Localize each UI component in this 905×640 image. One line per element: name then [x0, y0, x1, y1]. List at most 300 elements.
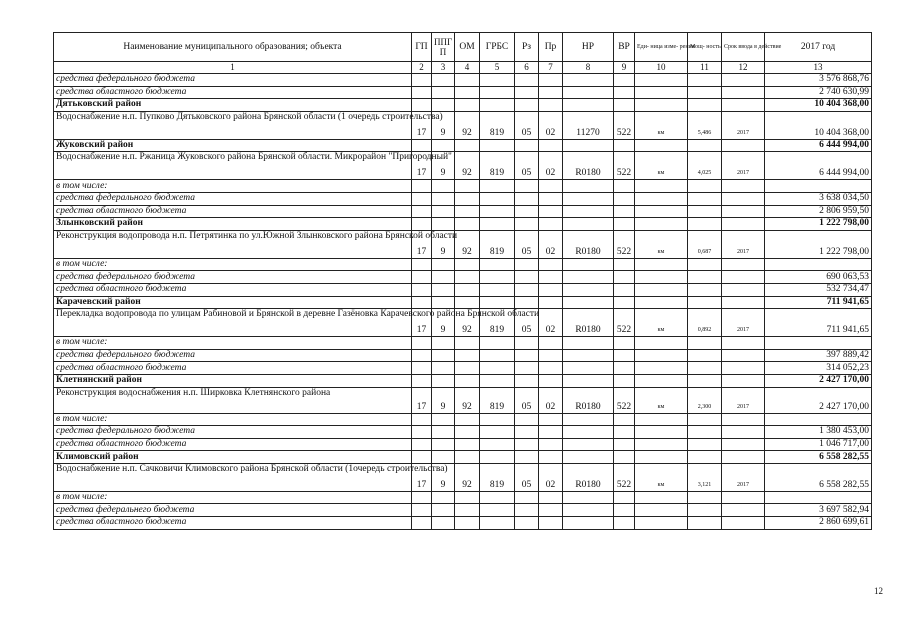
empty-cell	[515, 74, 539, 87]
empty-cell	[614, 491, 635, 504]
empty-cell	[515, 296, 539, 309]
empty-cell	[455, 86, 480, 99]
cell-gp: 17	[412, 309, 432, 337]
empty-cell	[480, 349, 515, 362]
district-row	[54, 218, 872, 231]
header-power: Мощ- ность	[688, 33, 722, 62]
empty-cell	[688, 451, 722, 464]
empty-cell	[614, 374, 635, 387]
funding-source-label: в том числе:	[54, 491, 412, 504]
funding-row	[54, 413, 872, 426]
empty-cell	[635, 205, 688, 218]
cell-grbs: 819	[480, 387, 515, 413]
header-grbs: ГРБС	[480, 33, 515, 62]
column-number: 10	[635, 62, 688, 74]
empty-cell	[432, 374, 455, 387]
column-number: 7	[539, 62, 563, 74]
empty-cell	[563, 258, 614, 271]
empty-cell	[515, 413, 539, 426]
cell-rz: 05	[515, 387, 539, 413]
empty-cell	[455, 362, 480, 375]
empty-cell	[614, 271, 635, 284]
column-number: 9	[614, 62, 635, 74]
empty-cell	[539, 139, 563, 152]
empty-cell	[539, 349, 563, 362]
empty-cell	[688, 283, 722, 296]
cell-grbs: 819	[480, 152, 515, 180]
empty-cell	[614, 99, 635, 112]
empty-cell	[515, 451, 539, 464]
cell-term: 2017	[722, 463, 765, 491]
cell-term: 2017	[722, 309, 765, 337]
empty-cell	[515, 205, 539, 218]
empty-cell	[515, 218, 539, 231]
empty-cell	[412, 504, 432, 517]
empty-cell	[614, 451, 635, 464]
empty-cell	[412, 218, 432, 231]
empty-cell	[432, 296, 455, 309]
cell-term: 2017	[722, 111, 765, 139]
cell-nr: 11270	[563, 111, 614, 139]
empty-cell	[539, 180, 563, 193]
cell-ppgp: 9	[432, 309, 455, 337]
empty-cell	[480, 451, 515, 464]
empty-cell	[614, 413, 635, 426]
funding-source-label: средства областного бюджета	[54, 362, 412, 375]
empty-cell	[480, 374, 515, 387]
object-name: Реконструкция водопровода н.п. Петрятинка по ул.Южной Злынковского района Брянской области	[54, 230, 412, 258]
empty-cell	[563, 413, 614, 426]
empty-cell	[563, 99, 614, 112]
table-body	[54, 74, 872, 530]
empty-cell	[563, 374, 614, 387]
empty-cell	[455, 258, 480, 271]
empty-cell	[432, 426, 455, 439]
header-nr: НР	[563, 33, 614, 62]
empty-cell	[455, 517, 480, 530]
empty-cell	[614, 296, 635, 309]
cell-amount-2017	[765, 413, 872, 426]
empty-cell	[614, 258, 635, 271]
empty-cell	[432, 180, 455, 193]
empty-cell	[455, 205, 480, 218]
empty-cell	[412, 517, 432, 530]
empty-cell	[539, 426, 563, 439]
funding-row	[54, 258, 872, 271]
cell-amount-2017: 1 380 453,00	[765, 426, 872, 439]
empty-cell	[455, 99, 480, 112]
empty-cell	[635, 349, 688, 362]
empty-cell	[635, 258, 688, 271]
empty-cell	[412, 426, 432, 439]
empty-cell	[688, 362, 722, 375]
cell-nr: R0180	[563, 387, 614, 413]
funding-row	[54, 192, 872, 205]
empty-cell	[614, 180, 635, 193]
cell-om: 92	[455, 309, 480, 337]
empty-cell	[432, 517, 455, 530]
empty-cell	[539, 99, 563, 112]
empty-cell	[722, 180, 765, 193]
empty-cell	[688, 205, 722, 218]
cell-term: 2017	[722, 230, 765, 258]
empty-cell	[722, 349, 765, 362]
object-row	[54, 111, 872, 139]
empty-cell	[412, 180, 432, 193]
empty-cell	[539, 192, 563, 205]
empty-cell	[563, 74, 614, 87]
empty-cell	[432, 205, 455, 218]
empty-cell	[688, 337, 722, 350]
funding-source-label: в том числе:	[54, 337, 412, 350]
empty-cell	[455, 180, 480, 193]
empty-cell	[432, 86, 455, 99]
cell-grbs: 819	[480, 111, 515, 139]
empty-cell	[688, 491, 722, 504]
funding-source-label: средства областного бюджета	[54, 86, 412, 99]
empty-cell	[515, 438, 539, 451]
object-row	[54, 230, 872, 258]
empty-cell	[432, 504, 455, 517]
cell-pr: 02	[539, 463, 563, 491]
header-term: Срок ввода в действие	[722, 33, 765, 62]
empty-cell	[563, 192, 614, 205]
cell-amount-2017: 6 558 282,55	[765, 463, 872, 491]
cell-unit: км	[635, 387, 688, 413]
empty-cell	[412, 86, 432, 99]
empty-cell	[635, 296, 688, 309]
empty-cell	[515, 337, 539, 350]
empty-cell	[412, 74, 432, 87]
empty-cell	[688, 296, 722, 309]
empty-cell	[432, 349, 455, 362]
cell-amount-2017: 3 697 582,94	[765, 504, 872, 517]
empty-cell	[480, 271, 515, 284]
cell-rz: 05	[515, 230, 539, 258]
cell-rz: 05	[515, 152, 539, 180]
cell-term: 2017	[722, 152, 765, 180]
empty-cell	[614, 504, 635, 517]
empty-cell	[563, 349, 614, 362]
empty-cell	[515, 271, 539, 284]
cell-power: 0,687	[688, 230, 722, 258]
empty-cell	[635, 413, 688, 426]
empty-cell	[688, 258, 722, 271]
empty-cell	[635, 192, 688, 205]
funding-row	[54, 426, 872, 439]
empty-cell	[480, 205, 515, 218]
funding-row	[54, 271, 872, 284]
funding-source-label: средства федерального бюджета	[54, 74, 412, 87]
empty-cell	[412, 271, 432, 284]
empty-cell	[455, 349, 480, 362]
empty-cell	[614, 438, 635, 451]
empty-cell	[455, 426, 480, 439]
empty-cell	[432, 413, 455, 426]
cell-grbs: 819	[480, 309, 515, 337]
empty-cell	[412, 258, 432, 271]
funding-row	[54, 438, 872, 451]
cell-power: 3,121	[688, 463, 722, 491]
empty-cell	[563, 517, 614, 530]
cell-pr: 02	[539, 309, 563, 337]
cell-amount-2017: 2 860 699,61	[765, 517, 872, 530]
empty-cell	[432, 362, 455, 375]
empty-cell	[614, 218, 635, 231]
empty-cell	[688, 180, 722, 193]
empty-cell	[515, 491, 539, 504]
empty-cell	[635, 283, 688, 296]
empty-cell	[455, 491, 480, 504]
cell-amount-2017	[765, 491, 872, 504]
cell-amount-2017: 10 404 368,00	[765, 111, 872, 139]
cell-om: 92	[455, 152, 480, 180]
cell-gp: 17	[412, 152, 432, 180]
empty-cell	[722, 86, 765, 99]
cell-amount-2017	[765, 258, 872, 271]
empty-cell	[412, 296, 432, 309]
object-name: Водоснабжение н.п. Сачковичи Климовского района Брянской области (1очередь строительства)	[54, 463, 412, 491]
empty-cell	[539, 205, 563, 218]
empty-cell	[539, 491, 563, 504]
empty-cell	[563, 504, 614, 517]
empty-cell	[432, 218, 455, 231]
funding-source-label: средства областного бюджета	[54, 517, 412, 530]
funding-source-label: средства федеральнего бюджета	[54, 504, 412, 517]
empty-cell	[614, 139, 635, 152]
empty-cell	[432, 99, 455, 112]
header-gp: ГП	[412, 33, 432, 62]
column-number: 8	[563, 62, 614, 74]
funding-row	[54, 491, 872, 504]
funding-source-label: средства областного бюджета	[54, 205, 412, 218]
empty-cell	[432, 139, 455, 152]
header-rz: Рз	[515, 33, 539, 62]
empty-cell	[412, 337, 432, 350]
empty-cell	[455, 438, 480, 451]
district-row	[54, 451, 872, 464]
empty-cell	[688, 438, 722, 451]
funding-source-label: в том числе:	[54, 413, 412, 426]
cell-unit: км	[635, 309, 688, 337]
empty-cell	[635, 180, 688, 193]
empty-cell	[432, 192, 455, 205]
cell-pr: 02	[539, 111, 563, 139]
empty-cell	[635, 451, 688, 464]
empty-cell	[563, 218, 614, 231]
empty-cell	[614, 283, 635, 296]
column-number: 6	[515, 62, 539, 74]
cell-amount-2017: 1 222 798,00	[765, 230, 872, 258]
empty-cell	[635, 139, 688, 152]
empty-cell	[563, 271, 614, 284]
empty-cell	[515, 86, 539, 99]
empty-cell	[480, 180, 515, 193]
cell-amount-2017: 711 941,65	[765, 296, 872, 309]
funding-row	[54, 517, 872, 530]
funding-row	[54, 337, 872, 350]
column-number: 1	[54, 62, 412, 74]
cell-rz: 05	[515, 111, 539, 139]
empty-cell	[412, 349, 432, 362]
empty-cell	[635, 271, 688, 284]
cell-amount-2017: 2 427 170,00	[765, 387, 872, 413]
empty-cell	[614, 349, 635, 362]
empty-cell	[515, 349, 539, 362]
cell-grbs: 819	[480, 463, 515, 491]
empty-cell	[614, 426, 635, 439]
empty-cell	[515, 283, 539, 296]
empty-cell	[480, 337, 515, 350]
column-number: 12	[722, 62, 765, 74]
column-number: 5	[480, 62, 515, 74]
empty-cell	[480, 491, 515, 504]
district-row	[54, 296, 872, 309]
cell-amount-2017: 3 638 034,50	[765, 192, 872, 205]
empty-cell	[539, 438, 563, 451]
funding-row	[54, 74, 872, 87]
empty-cell	[614, 74, 635, 87]
column-number: 4	[455, 62, 480, 74]
header-year-2017: 2017 год	[765, 33, 872, 62]
empty-cell	[635, 426, 688, 439]
cell-om: 92	[455, 387, 480, 413]
funding-row	[54, 283, 872, 296]
cell-rz: 05	[515, 309, 539, 337]
district-name: Карачевский район	[54, 296, 412, 309]
empty-cell	[515, 258, 539, 271]
district-name: Жуковский район	[54, 139, 412, 152]
empty-cell	[722, 99, 765, 112]
empty-cell	[688, 99, 722, 112]
empty-cell	[432, 337, 455, 350]
district-name: Дятьковский район	[54, 99, 412, 112]
funding-source-label: средства областного бюджета	[54, 438, 412, 451]
empty-cell	[455, 74, 480, 87]
empty-cell	[722, 139, 765, 152]
empty-cell	[563, 139, 614, 152]
funding-source-label: средства федерального бюджета	[54, 349, 412, 362]
empty-cell	[412, 362, 432, 375]
cell-gp: 17	[412, 463, 432, 491]
cell-amount-2017: 6 444 994,00	[765, 152, 872, 180]
cell-power: 0,892	[688, 309, 722, 337]
empty-cell	[432, 283, 455, 296]
cell-om: 92	[455, 230, 480, 258]
empty-cell	[722, 491, 765, 504]
column-number: 13	[765, 62, 872, 74]
empty-cell	[688, 349, 722, 362]
cell-nr: R0180	[563, 309, 614, 337]
empty-cell	[563, 426, 614, 439]
empty-cell	[480, 192, 515, 205]
empty-cell	[480, 438, 515, 451]
cell-amount-2017: 690 063,53	[765, 271, 872, 284]
empty-cell	[432, 258, 455, 271]
empty-cell	[635, 218, 688, 231]
funding-row	[54, 180, 872, 193]
funding-row	[54, 349, 872, 362]
cell-amount-2017: 397 889,42	[765, 349, 872, 362]
cell-ppgp: 9	[432, 152, 455, 180]
empty-cell	[688, 192, 722, 205]
cell-vr: 522	[614, 230, 635, 258]
empty-cell	[432, 491, 455, 504]
empty-cell	[539, 271, 563, 284]
empty-cell	[688, 218, 722, 231]
empty-cell	[614, 337, 635, 350]
empty-cell	[635, 337, 688, 350]
empty-cell	[515, 517, 539, 530]
empty-cell	[563, 86, 614, 99]
empty-cell	[614, 205, 635, 218]
funding-source-label: средства федерального бюджета	[54, 192, 412, 205]
empty-cell	[635, 504, 688, 517]
empty-cell	[722, 504, 765, 517]
cell-ppgp: 9	[432, 111, 455, 139]
empty-cell	[455, 271, 480, 284]
cell-pr: 02	[539, 152, 563, 180]
empty-cell	[480, 296, 515, 309]
empty-cell	[539, 86, 563, 99]
empty-cell	[688, 426, 722, 439]
column-number: 3	[432, 62, 455, 74]
empty-cell	[480, 517, 515, 530]
cell-amount-2017: 3 576 868,76	[765, 74, 872, 87]
cell-amount-2017	[765, 180, 872, 193]
empty-cell	[515, 374, 539, 387]
cell-ppgp: 9	[432, 387, 455, 413]
empty-cell	[722, 374, 765, 387]
empty-cell	[688, 517, 722, 530]
funding-source-label: средства областного бюджета	[54, 283, 412, 296]
cell-term: 2017	[722, 387, 765, 413]
empty-cell	[563, 205, 614, 218]
district-name: Клетнянский район	[54, 374, 412, 387]
cell-amount-2017: 2 740 630,99	[765, 86, 872, 99]
column-number: 2	[412, 62, 432, 74]
empty-cell	[688, 271, 722, 284]
cell-amount-2017: 2 806 959,50	[765, 205, 872, 218]
cell-grbs: 819	[480, 230, 515, 258]
cell-nr: R0180	[563, 230, 614, 258]
empty-cell	[412, 139, 432, 152]
cell-amount-2017: 1 046 717,00	[765, 438, 872, 451]
cell-vr: 522	[614, 111, 635, 139]
district-row	[54, 139, 872, 152]
empty-cell	[515, 426, 539, 439]
cell-gp: 17	[412, 387, 432, 413]
empty-cell	[539, 362, 563, 375]
cell-amount-2017: 10 404 368,00	[765, 99, 872, 112]
empty-cell	[688, 504, 722, 517]
funding-row	[54, 362, 872, 375]
empty-cell	[412, 283, 432, 296]
empty-cell	[635, 374, 688, 387]
empty-cell	[432, 271, 455, 284]
district-row	[54, 99, 872, 112]
cell-pr: 02	[539, 387, 563, 413]
cell-gp: 17	[412, 230, 432, 258]
empty-cell	[455, 139, 480, 152]
empty-cell	[480, 258, 515, 271]
empty-cell	[539, 283, 563, 296]
funding-row	[54, 504, 872, 517]
cell-rz: 05	[515, 463, 539, 491]
empty-cell	[515, 192, 539, 205]
empty-cell	[614, 362, 635, 375]
empty-cell	[563, 491, 614, 504]
